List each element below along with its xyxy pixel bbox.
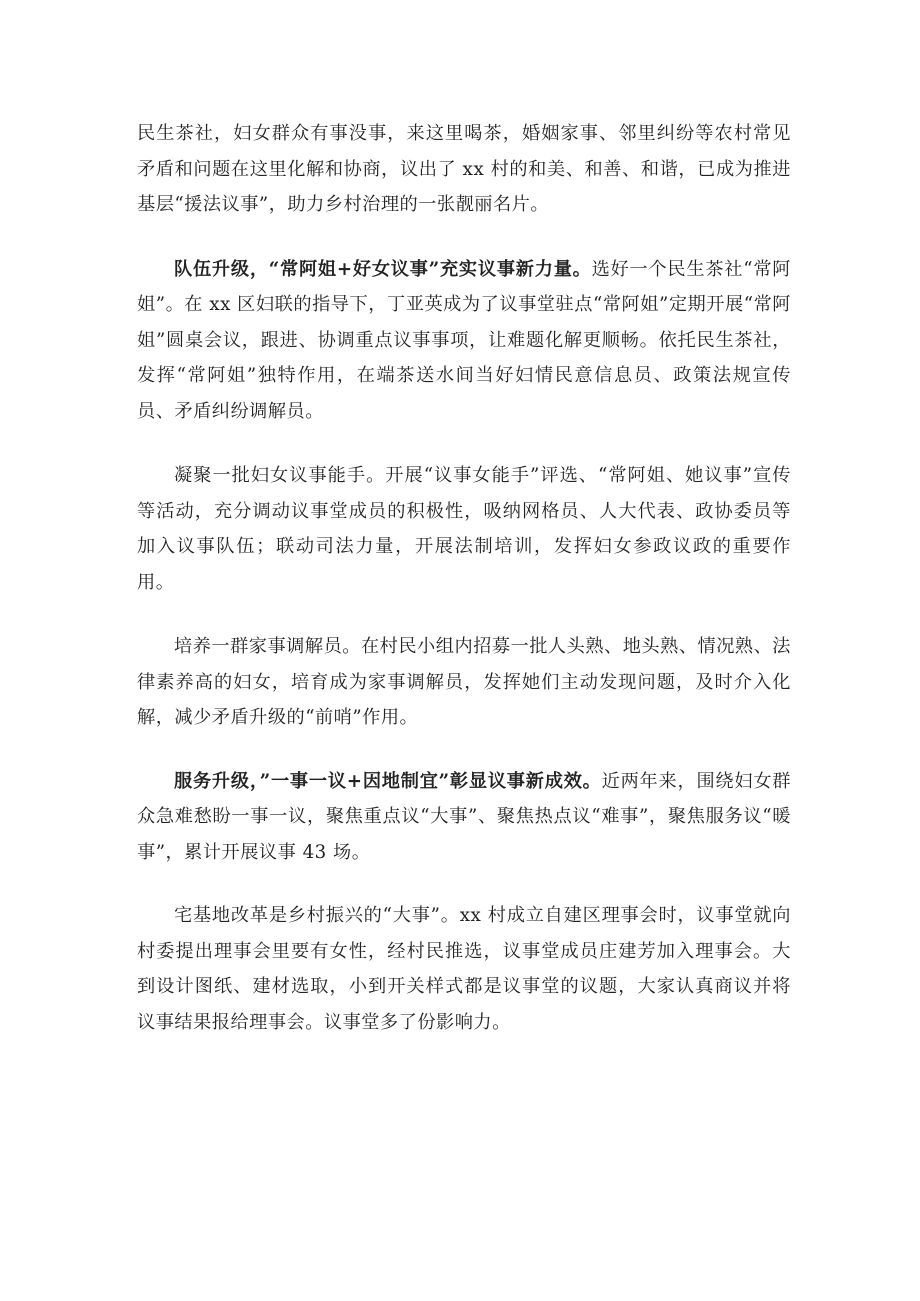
paragraph-5-text: 近两年来，围绕妇女群众急难愁盼一事一议，聚焦重点议“大事”、聚焦热点议“难事”，聚焦服务议“暖事”，累计开展议事 43 场。 [137,770,791,863]
paragraph-3-text: 凝聚一批妇女议事能手。开展“议事女能手”评选、“常阿姐、她议事”宣传等活动，充分调动议事堂成员的积极性，吸纳网格员、人大代表、政协委员等加入议事队伍；联动司法力量，开展法制培训，发挥妇女参政议政的重要作用。 [137,465,791,593]
paragraph-2 [137,252,791,430]
article-body [137,116,791,1067]
paragraph-4-text: 培养一群家事调解员。在村民小组内招募一批人头熟、地头熟、情况熟、法律素养高的妇女，培育成为家事调解员，发挥她们主动发现问题，及时介入化解，减少矛盾升级的“前哨”作用。 [137,636,791,728]
paragraph-3 [137,458,791,600]
paragraph-4 [137,629,791,736]
paragraph-6 [137,898,791,1040]
paragraph-5 [137,764,791,871]
paragraph-6-text: 宅基地改革是乡村振兴的“大事”。xx 村成立自建区理事会时，议事堂就向村委提出理事会里要有女性，经村民推选，议事堂成员庄建芳加入理事会。大到设计图纸、建材选取，小到开关样式都是议事堂的议题，大家认真商议并将议事结果报给理事会。议事堂多了份影响力。 [137,905,791,1033]
paragraph-2-text: 选好一个民生茶社“常阿姐”。在 xx 区妇联的指导下，丁亚英成为了议事堂驻点“常阿姐”定期开展“常阿姐”圆桌会议，跟进、协调重点议事事项，让难题化解更顺畅。依托民生茶社，发挥“常阿姐”独特作用，在端茶送水间当好妇情民意信息员、政策法规宣传员、矛盾纠纷调解员。 [137,258,791,422]
paragraph-1 [137,116,791,223]
paragraph-1-text: 民生茶社，妇女群众有事没事，来这里喝茶，婚姻家事、邻里纠纷等农村常见矛盾和问题在这里化解和协商，议出了 xx 村的和美、和善、和谐，已成为推进基层“援法议事”，助力乡村治理的一张靓丽名片。 [137,123,791,215]
paragraph-5-heading: 服务升级，”一事一议+因地制宜”彰显议事新成效。 [174,770,602,792]
paragraph-2-heading: 队伍升级，“常阿姐+好女议事”充实议事新力量。 [174,258,592,280]
